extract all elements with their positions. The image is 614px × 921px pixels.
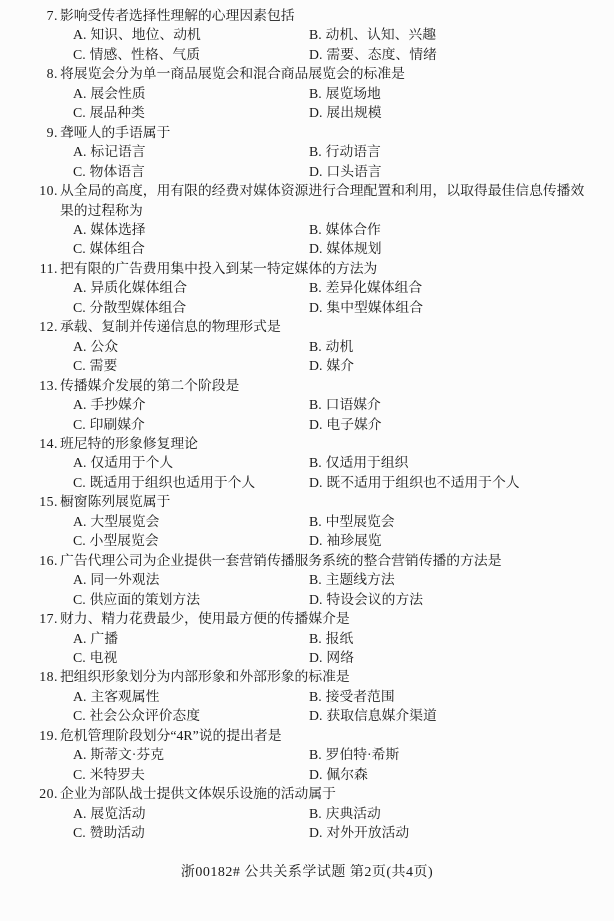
option [309, 706, 592, 725]
option-text: 广播 [90, 630, 119, 646]
option [309, 473, 592, 492]
option-grid [38, 84, 592, 123]
option-label: A. [73, 688, 87, 704]
question-number: 9. [46, 124, 58, 140]
option-text: 媒体规划 [326, 241, 382, 257]
option [73, 765, 309, 784]
option-label: D. [309, 533, 323, 549]
option-label: B. [309, 221, 322, 237]
option-label: B. [309, 572, 322, 588]
question-line [38, 492, 592, 511]
option-label: C. [73, 46, 86, 62]
option-text: 展览场地 [325, 85, 381, 101]
option-label: B. [309, 455, 322, 471]
option-label: D. [309, 474, 323, 490]
question-text: 从全局的高度，用有限的经费对媒体资源进行合理配置和利用，以取得最佳信息传播效果的过程称为 [60, 183, 585, 218]
option-text: 集中型媒体组合 [326, 299, 423, 315]
option-text: 印刷媒介 [89, 416, 145, 432]
question [38, 317, 592, 375]
option-text: 异质化媒体组合 [90, 280, 187, 296]
option-label: C. [73, 241, 86, 257]
option [309, 220, 592, 239]
question [38, 609, 592, 667]
option [309, 142, 592, 161]
option-grid [38, 278, 592, 317]
option-grid [38, 512, 592, 551]
question-text: 影响受传者选择性理解的心理因素包括 [60, 8, 295, 23]
question-text: 财力、精力花费最少，使用最方便的传播媒介是 [60, 611, 350, 627]
question-line [38, 123, 592, 142]
question-number: 20. [39, 786, 58, 802]
option-text: 既不适用于组织也不适用于个人 [326, 474, 520, 490]
option [309, 745, 592, 764]
page-footer: 浙00182# 公共关系学试题 第2页(共4页) [180, 865, 434, 880]
question-line [38, 551, 592, 570]
option [73, 220, 309, 239]
option [309, 629, 592, 648]
option-text: 媒体选择 [90, 221, 146, 237]
option [309, 648, 592, 667]
question [38, 123, 592, 181]
question-text: 危机管理阶段划分“4R”说的提出者是 [60, 727, 282, 743]
option-label: B. [309, 338, 322, 354]
option-text: 需要 [89, 358, 118, 374]
question-list [0, 6, 592, 842]
question-number: 19. [39, 727, 58, 743]
option-label: C. [73, 299, 86, 315]
option [309, 162, 592, 181]
option-grid [38, 804, 592, 843]
option [309, 395, 592, 414]
option-text: 手抄媒介 [90, 397, 146, 413]
question-number: 12. [39, 319, 58, 335]
option [73, 706, 309, 725]
option [309, 25, 592, 44]
option-label: C. [73, 416, 86, 432]
option-label: C. [73, 649, 86, 665]
question-number: 14. [39, 435, 58, 451]
option [73, 804, 309, 823]
option [73, 823, 309, 842]
option [309, 687, 592, 706]
option-text: 佩尔森 [326, 766, 368, 782]
option-text: 罗伯特·希斯 [325, 747, 400, 763]
option-text: 电子媒介 [326, 416, 382, 432]
option [73, 687, 309, 706]
option [73, 162, 309, 181]
option-text: 电视 [89, 649, 118, 665]
question [38, 64, 592, 122]
option [309, 84, 592, 103]
option-grid [38, 142, 592, 181]
option-grid [38, 220, 592, 259]
option-label: A. [73, 513, 87, 529]
question-line [38, 784, 592, 803]
option-text: 供应面的策划方法 [89, 591, 201, 607]
option-text: 斯蒂文·芬克 [90, 747, 165, 763]
option-text: 获取信息媒介渠道 [326, 708, 437, 724]
option-grid [38, 629, 592, 668]
option-label: C. [73, 708, 86, 724]
option [73, 239, 309, 258]
question [38, 667, 592, 725]
option-text: 标记语言 [90, 144, 146, 160]
option-text: 公众 [90, 338, 119, 354]
question [38, 551, 592, 609]
question-number: 13. [39, 377, 58, 393]
option [73, 570, 309, 589]
option-text: 既适用于组织也适用于个人 [89, 474, 256, 490]
option [309, 570, 592, 589]
option [73, 45, 309, 64]
question-text: 广告代理公司为企业提供一套营销传播服务系统的整合营销传播的方法是 [60, 552, 502, 568]
option-label: B. [309, 688, 322, 704]
option-label: A. [73, 572, 87, 588]
option-text: 米特罗夫 [89, 766, 145, 782]
option [73, 648, 309, 667]
option-text: 动机 [325, 338, 354, 354]
question-line [38, 376, 592, 395]
question-line [38, 667, 592, 686]
question-line [38, 434, 592, 453]
option-text: 仅适用于组织 [325, 455, 409, 471]
option [73, 453, 309, 472]
question-text: 班尼特的形象修复理论 [60, 435, 198, 451]
question-text: 企业为部队战士提供文体娱乐设施的活动属于 [60, 786, 336, 802]
option-label: B. [309, 630, 322, 646]
option [73, 103, 309, 122]
option-label: B. [309, 85, 322, 101]
question [38, 376, 592, 434]
option-text: 展览活动 [90, 805, 146, 821]
option-text: 媒介 [326, 358, 355, 374]
option-label: D. [309, 825, 323, 841]
option-label: A. [73, 144, 87, 160]
question [38, 784, 592, 842]
option-label: A. [73, 397, 87, 413]
option-text: 分散型媒体组合 [89, 299, 187, 315]
option [309, 337, 592, 356]
option-label: C. [73, 533, 86, 549]
option-label: A. [73, 338, 87, 354]
question-line [38, 259, 592, 278]
option-grid [38, 570, 592, 609]
question [38, 6, 592, 64]
option-text: 网络 [326, 649, 355, 665]
option-text: 赞助活动 [89, 825, 145, 841]
option-text: 小型展览会 [89, 533, 159, 549]
option-label: D. [309, 649, 323, 665]
option-text: 需要、态度、情绪 [326, 46, 437, 62]
option [73, 512, 309, 531]
option [309, 823, 592, 842]
option-grid [38, 337, 592, 376]
option-grid [38, 687, 592, 726]
option [309, 531, 592, 550]
option-text: 口头语言 [326, 163, 382, 179]
option-text: 接受者范围 [325, 688, 395, 704]
option-label: D. [309, 105, 323, 121]
option [73, 25, 309, 44]
option [309, 765, 592, 784]
option-text: 主题线方法 [325, 572, 395, 588]
question-line [38, 64, 592, 83]
option-text: 动机、认知、兴趣 [325, 27, 437, 43]
option-label: C. [73, 358, 86, 374]
option-label: B. [309, 747, 322, 763]
option [309, 45, 592, 64]
option-label: C. [73, 825, 86, 841]
question-text: 传播媒介发展的第二个阶段是 [60, 377, 240, 393]
option-text: 差异化媒体组合 [325, 280, 423, 296]
question-text: 承载、复制并传递信息的物理形式是 [60, 319, 281, 335]
question [38, 181, 592, 259]
option-label: D. [309, 46, 323, 62]
option-label: B. [309, 144, 322, 160]
option-text: 仅适用于个人 [90, 455, 174, 471]
question-text: 橱窗陈列展览属于 [60, 494, 171, 510]
question-number: 7. [46, 8, 58, 23]
option [73, 629, 309, 648]
option [73, 84, 309, 103]
option-label: B. [309, 27, 322, 43]
question-text: 将展览会分为单一商品展览会和混合商品展览会的标准是 [60, 66, 405, 82]
option-label: A. [73, 630, 87, 646]
option-label: B. [309, 397, 322, 413]
option-label: C. [73, 474, 86, 490]
option-label: A. [73, 27, 87, 43]
option-text: 对外开放活动 [326, 825, 410, 841]
option-text: 特设会议的方法 [326, 591, 423, 607]
option [309, 103, 592, 122]
option-label: C. [73, 105, 86, 121]
option-text: 中型展览会 [325, 513, 395, 529]
option-text: 情感、性格、气质 [89, 46, 201, 62]
option-text: 知识、地位、动机 [90, 27, 201, 43]
option-label: D. [309, 591, 323, 607]
option-text: 展出规模 [326, 105, 382, 121]
question-text: 把组织形象划分为内部形象和外部形象的标准是 [60, 669, 350, 685]
question [38, 726, 592, 784]
option-text: 媒体合作 [325, 221, 381, 237]
option [73, 278, 309, 297]
option-label: D. [309, 766, 323, 782]
option [309, 278, 592, 297]
question-line [38, 6, 592, 25]
option [73, 356, 309, 375]
question-line [38, 726, 592, 745]
option-grid [38, 25, 592, 64]
option-label: A. [73, 280, 87, 296]
option-label: B. [309, 513, 322, 529]
option [73, 590, 309, 609]
question-number: 16. [39, 552, 58, 568]
option-label: A. [73, 805, 87, 821]
question-line [38, 317, 592, 336]
option-grid [38, 745, 592, 784]
option [309, 804, 592, 823]
option-label: D. [309, 241, 323, 257]
option [309, 453, 592, 472]
option-label: A. [73, 455, 87, 471]
option-label: C. [73, 163, 86, 179]
question-number: 15. [39, 494, 58, 510]
option-label: B. [309, 805, 322, 821]
option-label: C. [73, 766, 86, 782]
option-grid [38, 453, 592, 492]
option-text: 袖珍展览 [326, 533, 382, 549]
option [73, 298, 309, 317]
option-text: 庆典活动 [325, 805, 381, 821]
option [73, 337, 309, 356]
option-label: C. [73, 591, 86, 607]
option [309, 239, 592, 258]
option-text: 展会性质 [90, 85, 146, 101]
option-text: 媒体组合 [89, 241, 145, 257]
option [309, 512, 592, 531]
option-text: 展品种类 [89, 105, 145, 121]
question-line [38, 609, 592, 628]
option [309, 590, 592, 609]
option-label: D. [309, 358, 323, 374]
question [38, 434, 592, 492]
option-text: 主客观属性 [90, 688, 160, 704]
option-label: D. [309, 299, 323, 315]
question-number: 11. [39, 260, 58, 276]
option-text: 行动语言 [325, 144, 381, 160]
option-text: 报纸 [325, 630, 354, 646]
option [309, 415, 592, 434]
option [309, 298, 592, 317]
option-label: A. [73, 747, 87, 763]
question-number: 17. [39, 611, 58, 627]
option-text: 同一外观法 [90, 572, 160, 588]
question-text: 把有限的广告费用集中投入到某一特定媒体的方法为 [60, 260, 378, 276]
question-number: 18. [39, 669, 58, 685]
question-number: 8. [46, 66, 58, 82]
option [73, 531, 309, 550]
option-label: D. [309, 708, 323, 724]
question [38, 259, 592, 317]
question-line [38, 181, 592, 220]
option-text: 大型展览会 [90, 513, 160, 529]
question [38, 492, 592, 550]
option-grid [38, 395, 592, 434]
option-label: D. [309, 416, 323, 432]
option-text: 物体语言 [89, 163, 145, 179]
option [73, 745, 309, 764]
option-label: D. [309, 163, 323, 179]
option [309, 356, 592, 375]
option-text: 社会公众评价态度 [89, 708, 201, 724]
option-label: B. [309, 280, 322, 296]
question-text: 聋哑人的手语属于 [60, 124, 171, 140]
option [73, 473, 309, 492]
option-label: A. [73, 221, 87, 237]
option-label: A. [73, 85, 87, 101]
option [73, 415, 309, 434]
option [73, 142, 309, 161]
question-number: 10. [39, 183, 58, 199]
option-text: 口语媒介 [325, 397, 381, 413]
option [73, 395, 309, 414]
